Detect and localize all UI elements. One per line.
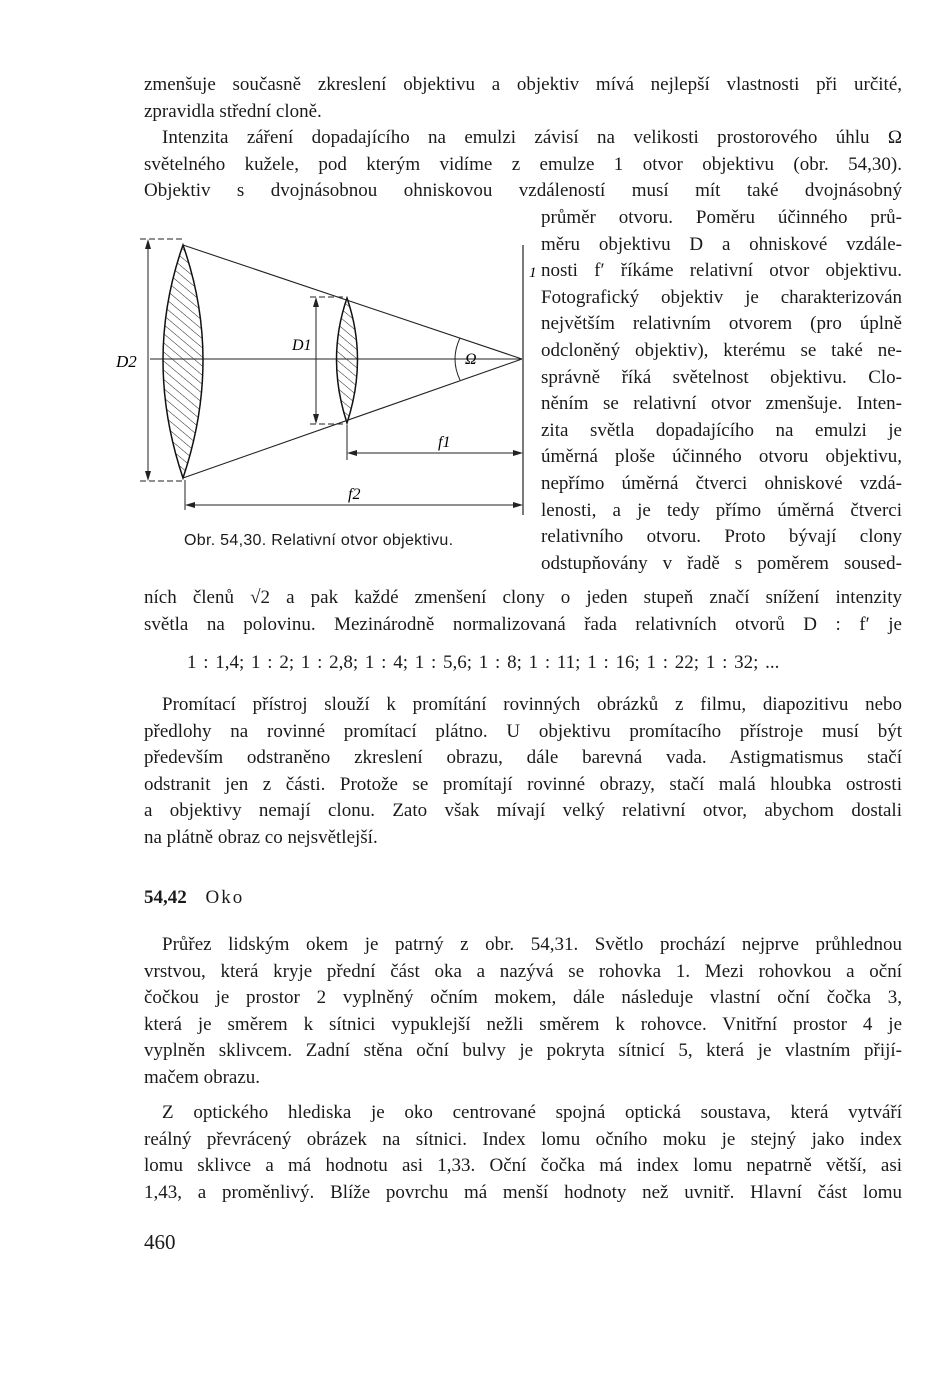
section-title: Oko — [205, 887, 245, 908]
text-line: Objektiv s dvojnásobnou ohniskovou vzdáleností musí mít také dvojnásobný — [144, 180, 902, 202]
section-number: 54,42 — [144, 887, 187, 908]
text-line: odstranit jen z části. Protože se promítají rovinné obrazy, stačí malá hloubka ostrosti — [144, 773, 902, 795]
text-line: Intenzita záření dopadajícího na emulzi závisí na velikosti prostorového úhlu Ω — [162, 127, 902, 148]
text-line: Fotografický objektiv je charakterizován — [541, 286, 902, 308]
label-d2: D2 — [116, 352, 137, 371]
large-lens — [163, 245, 203, 478]
paragraph-6 — [144, 1100, 902, 1206]
label-d1: D1 — [292, 337, 312, 354]
paragraph-3-continued — [144, 585, 902, 638]
text-line: Z optického hlediska je oko centrované spojná optická soustava, která vytváří — [162, 1102, 902, 1123]
text-line: odcloněný objektiv), kterému se také ne- — [541, 339, 902, 361]
text-line: Průřez lidským okem je patrný z obr. 54,31. Světlo prochází nejprve průhlednou — [162, 934, 902, 955]
label-omega: Ω — [465, 351, 477, 368]
text-line: největším relativním otvorem (pro úplně — [541, 313, 902, 335]
label-f1: f1 — [438, 434, 451, 451]
text-line: nepřímo úměrná čtverci ohniskové vzdá- — [541, 472, 902, 494]
text-line: předlohy na rovinné promítací plátno. U objektivu promítacího přístroje musí být — [144, 720, 902, 742]
text-line: která je směrem k sítnici vypuklejší nežli směrem k rohovce. Vnitřní prostor 4 je — [144, 1013, 902, 1035]
text-line: a objektivy nemají clonu. Zato však mívají velký relativní otvor, abychom dostali — [144, 800, 902, 822]
text-line: Promítací přístroj slouží k promítání rovinných obrázků z filmu, diapozitivu nebo — [162, 694, 902, 715]
text-line: na plátně obraz co nejsvětlejší. — [144, 826, 378, 848]
paragraph-1 — [144, 72, 902, 125]
small-lens — [337, 298, 358, 423]
paragraph-5 — [144, 932, 902, 1092]
paragraph-4 — [144, 692, 902, 852]
text-line: zita světla dopadajícího na emulzi je — [541, 419, 902, 441]
text-line: světla na polovinu. Mezinárodně normalizovaná řada relativních otvorů D : f′ je — [144, 613, 902, 635]
figure-caption: Obr. 54,30. Relativní otvor objektivu. — [184, 532, 454, 549]
text-line: mačem obrazu. — [144, 1066, 261, 1088]
text-line: 1,43, a proměnlivý. Blíže povrchu má menší hodnoty než uvnitř. Hlavní část lomu — [144, 1181, 902, 1203]
text-line: úměrná ploše účinného otvoru objektivu, — [541, 446, 902, 468]
aperture-series: 1 : 1,4; 1 : 2; 1 : 2,8; 1 : 4; 1 : 5,6; 1 : 8; 1 : 11; 1 : 16; 1 : 22; 1 : 32; ... — [187, 652, 780, 673]
text-line: ních členů √2 a pak každé zmenšení clony o jeden stupeň značí snížení intenzity — [144, 587, 902, 608]
text-line: průměr otvoru. Poměru účinného prů- — [541, 207, 902, 228]
figure-relative-aperture — [110, 225, 540, 525]
text-line: relativního otvoru. Proto bývají clony — [541, 526, 902, 548]
text-line: zpravidla střední cloně. — [144, 100, 322, 122]
text-line: čočkou je prostor 2 vyplněný očním mokem, dále následuje vlastní oční čočka 3, — [144, 987, 902, 1009]
text-line: zmenšuje současně zkreslení objektivu a objektiv mívá nejlepší vlastnosti při určité, — [144, 74, 902, 95]
text-line: něním se relativní otvor zmenšuje. Inten- — [541, 393, 902, 415]
paragraph-2 — [144, 125, 902, 205]
section-heading — [144, 887, 244, 909]
label-f2: f2 — [348, 486, 361, 503]
text-line: odstupňovány v řadě s poměrem soused- — [541, 552, 902, 574]
text-line: světelného kužele, pod kterým vidíme z emulze 1 otvor objektivu (obr. 54,30). — [144, 153, 902, 175]
text-line: vyplněn sklivcem. Zadní stěna oční bulvy je pokryta sítnicí 5, která je vlastním přijí- — [144, 1040, 902, 1062]
text-line: lomu sklivce a má hodnotu asi 1,33. Oční čočka má index lomu nepatrně větší, asi — [144, 1155, 902, 1177]
label-emulsion-1: 1 — [529, 265, 537, 281]
text-line: měru objektivu D a ohniskové vzdále- — [541, 233, 902, 255]
right-column-text — [541, 205, 902, 577]
text-line: nosti f′ říkáme relativní otvor objektivu. — [541, 260, 902, 282]
text-line: správně říká světelnost objektivu. Clo- — [541, 366, 902, 388]
text-line: vrstvou, která kryje přední část oka a nazývá se rohovka 1. Mezi rohovkou a oční — [144, 960, 902, 982]
text-line: reálný převrácený obrázek na sítnici. Index lomu očního moku je stejný jako index — [144, 1128, 902, 1150]
text-line: lenosti, a je tedy přímo úměrná čtverci — [541, 499, 902, 521]
page-number: 460 — [144, 1230, 176, 1254]
text-line: především odstraněno zkreslení obrazu, dále barevná vada. Astigmatismus stačí — [144, 747, 902, 769]
